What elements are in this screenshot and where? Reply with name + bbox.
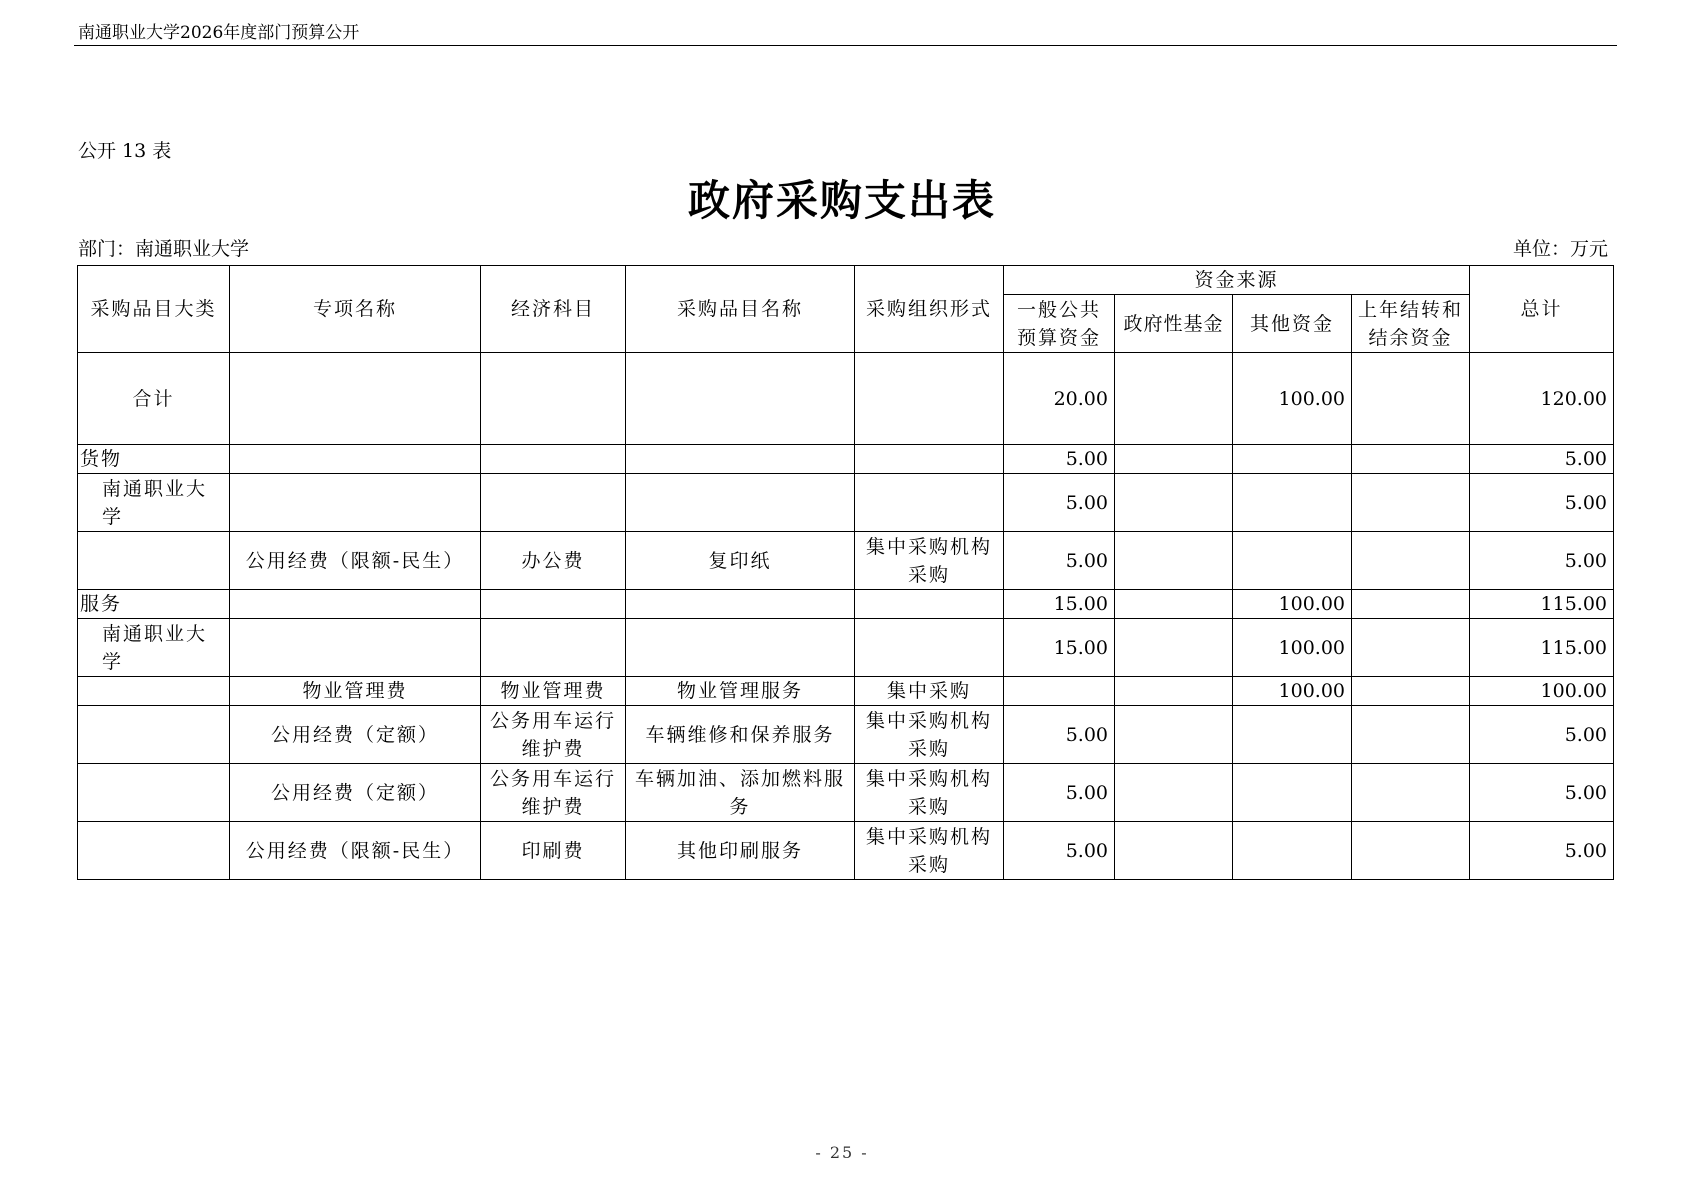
cell-general: 5.00 [1004,764,1115,822]
cell-org [855,353,1004,445]
cell-econ: 公务用车运行维护费 [481,706,626,764]
cell-project: 公用经费（限额-民生） [230,532,481,590]
cell-carryover [1352,677,1470,706]
cell-carryover [1352,619,1470,677]
cell-total: 5.00 [1470,764,1614,822]
cell-category [78,706,230,764]
cell-category [78,822,230,880]
cell-other [1233,532,1352,590]
cell-carryover [1352,822,1470,880]
cell-econ [481,474,626,532]
table-number: 公开 13 表 [78,140,172,162]
cell-project: 公用经费（定额） [230,764,481,822]
cell-other: 100.00 [1233,353,1352,445]
cell-gov-fund [1115,764,1233,822]
cell-carryover [1352,532,1470,590]
page-title: 政府采购支出表 [687,176,996,225]
cell-item: 车辆维修和保养服务 [626,706,855,764]
header-general: 一般公共预算资金 [1004,295,1115,353]
page-number: - 25 - [815,1143,869,1162]
cell-gov-fund [1115,706,1233,764]
cell-gov-fund [1115,353,1233,445]
cell-carryover [1352,474,1470,532]
header-item: 采购品目名称 [626,266,855,353]
cell-carryover [1352,706,1470,764]
header-gov-fund: 政府性基金 [1115,295,1233,353]
cell-item [626,353,855,445]
cell-project: 公用经费（限额-民生） [230,822,481,880]
cell-general: 5.00 [1004,822,1115,880]
cell-item [626,445,855,474]
cell-total: 115.00 [1470,619,1614,677]
table-row [78,706,1614,764]
header-econ: 经济科目 [481,266,626,353]
table-row [78,353,1614,445]
cell-item: 复印纸 [626,532,855,590]
cell-org [855,619,1004,677]
cell-carryover [1352,445,1470,474]
cell-total: 5.00 [1470,532,1614,590]
cell-other [1233,822,1352,880]
header-org: 采购组织形式 [855,266,1004,353]
cell-gov-fund [1115,590,1233,619]
cell-econ: 办公费 [481,532,626,590]
cell-item [626,474,855,532]
cell-item: 物业管理服务 [626,677,855,706]
header-total: 总计 [1470,266,1614,353]
cell-category: 南通职业大学 [78,474,230,532]
cell-org [855,474,1004,532]
running-header-title: 南通职业大学2026年度部门预算公开 [78,23,360,43]
header-source-group: 资金来源 [1004,266,1470,295]
cell-general: 15.00 [1004,619,1115,677]
cell-project [230,619,481,677]
cell-project [230,353,481,445]
cell-general: 15.00 [1004,590,1115,619]
cell-item: 车辆加油、添加燃料服务 [626,764,855,822]
table-row [78,619,1614,677]
cell-gov-fund [1115,677,1233,706]
cell-other: 100.00 [1233,677,1352,706]
cell-project [230,590,481,619]
cell-econ [481,619,626,677]
cell-econ: 公务用车运行维护费 [481,764,626,822]
cell-econ [481,590,626,619]
table-row [78,590,1614,619]
cell-econ [481,445,626,474]
cell-general: 20.00 [1004,353,1115,445]
cell-gov-fund [1115,822,1233,880]
table-row [78,445,1614,474]
cell-general: 5.00 [1004,706,1115,764]
cell-econ [481,353,626,445]
unit-label: 单位：万元 [1512,238,1608,260]
header-project: 专项名称 [230,266,481,353]
cell-category [78,764,230,822]
cell-total: 5.00 [1470,822,1614,880]
cell-project: 物业管理费 [230,677,481,706]
cell-total: 100.00 [1470,677,1614,706]
cell-general: 5.00 [1004,474,1115,532]
table-row [78,764,1614,822]
cell-project [230,474,481,532]
cell-category: 货物 [78,445,230,474]
header-other: 其他资金 [1233,295,1352,353]
table-row [78,677,1614,706]
header-rule [74,45,1617,46]
cell-org [855,445,1004,474]
cell-general: 5.00 [1004,532,1115,590]
cell-carryover [1352,590,1470,619]
cell-econ: 印刷费 [481,822,626,880]
table-row [78,474,1614,532]
header-category: 采购品目大类 [78,266,230,353]
table-row [78,532,1614,590]
cell-other [1233,706,1352,764]
cell-project: 公用经费（定额） [230,706,481,764]
cell-total: 115.00 [1470,590,1614,619]
cell-total: 5.00 [1470,474,1614,532]
cell-org: 集中采购机构采购 [855,822,1004,880]
cell-other [1233,445,1352,474]
cell-other: 100.00 [1233,590,1352,619]
table-body [78,353,1614,880]
cell-gov-fund [1115,445,1233,474]
table-row [78,822,1614,880]
header-carryover: 上年结转和结余资金 [1352,295,1470,353]
cell-total: 120.00 [1470,353,1614,445]
cell-carryover [1352,353,1470,445]
cell-carryover [1352,764,1470,822]
cell-gov-fund [1115,474,1233,532]
cell-category: 服务 [78,590,230,619]
cell-other: 100.00 [1233,619,1352,677]
cell-item [626,619,855,677]
cell-category: 合计 [78,353,230,445]
cell-org: 集中采购机构采购 [855,532,1004,590]
cell-project [230,445,481,474]
cell-econ: 物业管理费 [481,677,626,706]
cell-item: 其他印刷服务 [626,822,855,880]
cell-category: 南通职业大学 [78,619,230,677]
cell-item [626,590,855,619]
cell-other [1233,764,1352,822]
cell-general: 5.00 [1004,445,1115,474]
cell-org: 集中采购 [855,677,1004,706]
cell-org [855,590,1004,619]
cell-org: 集中采购机构采购 [855,706,1004,764]
cell-total: 5.00 [1470,445,1614,474]
cell-org: 集中采购机构采购 [855,764,1004,822]
cell-category [78,532,230,590]
cell-gov-fund [1115,619,1233,677]
cell-category [78,677,230,706]
cell-general [1004,677,1115,706]
department-label: 部门：南通职业大学 [78,238,250,260]
cell-gov-fund [1115,532,1233,590]
procurement-table [77,265,1614,880]
cell-other [1233,474,1352,532]
cell-total: 5.00 [1470,706,1614,764]
